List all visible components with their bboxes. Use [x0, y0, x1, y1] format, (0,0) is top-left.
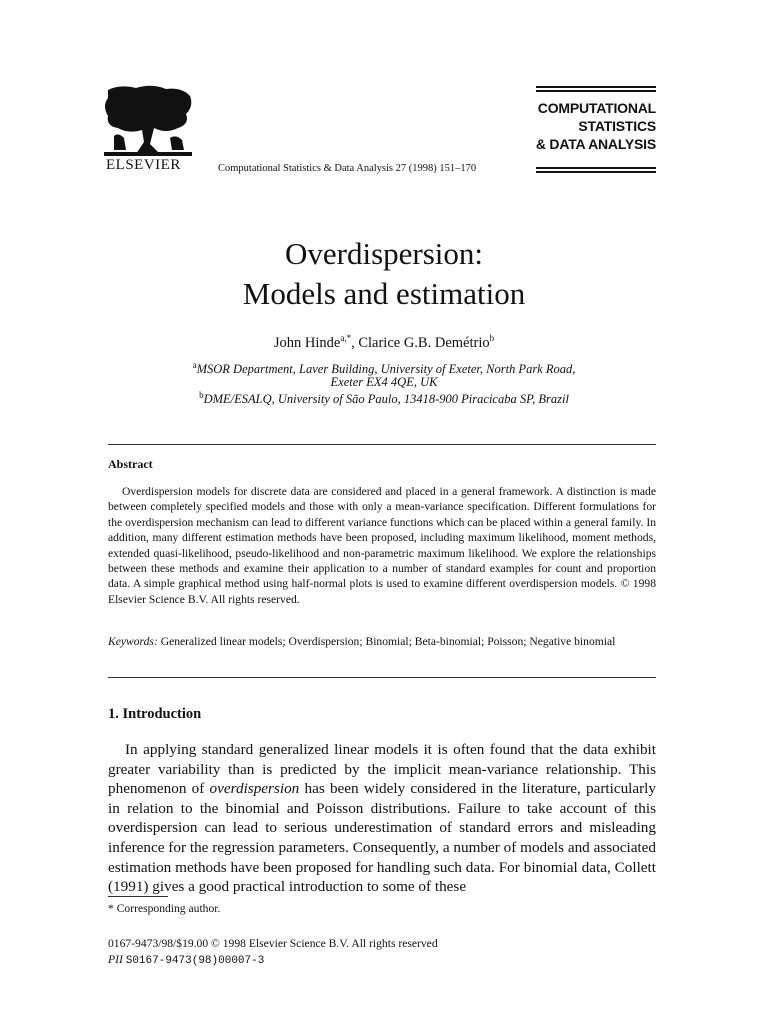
journal-title-line-1: COMPUTATIONAL [537, 100, 656, 116]
abstract-top-rule [108, 444, 656, 445]
elsevier-tree-logo [100, 84, 195, 158]
footnote-rule [108, 896, 168, 897]
paper-title-line-1: Overdispersion: [284, 236, 484, 271]
paper-title [0, 234, 768, 314]
abstract-heading: Abstract [108, 457, 153, 471]
author-name: John Hinde [273, 334, 341, 351]
journal-title [536, 99, 656, 153]
journal-title-line-3: & DATA ANALYSIS [535, 136, 656, 152]
abstract-bottom-rule [108, 677, 656, 678]
paper-title-line-2: Models and estimation [242, 276, 526, 311]
pii-line [108, 953, 264, 967]
corresponding-author-footnote: * Corresponding author. [108, 902, 221, 915]
author-affiliation-mark: a,* [340, 333, 352, 343]
journal-title-bottom-rule [536, 167, 656, 175]
affiliation-mark: b [199, 390, 204, 400]
author-name: Clarice G.B. Demétrio [358, 334, 490, 351]
affiliation-a-line-2: Exeter EX4 4QE, UK [330, 375, 438, 389]
affiliation-b: $^b$DME/ESALQ, University of São Paulo, 13418-900 Piracicaba SP, Brazil [199, 390, 569, 407]
keywords-label: Keywords: [108, 635, 158, 648]
publisher-name: ELSEVIER [106, 157, 181, 173]
author-affiliation-mark: b [489, 333, 495, 343]
affiliation-a-line-1: $^a$MSOR Department, Laver Building, University of Exeter, North Park Road, [192, 360, 576, 377]
copyright-line: 0167-9473/98/$19.00 © 1998 Elsevier Science B.V. All rights reserved [108, 937, 438, 950]
pii-label: PII [108, 953, 123, 966]
keywords-list: Generalized linear models; Overdispersion; Binomial; Beta-binomial; Poisson; Negative binomial [160, 635, 616, 648]
author-list [0, 333, 768, 352]
section-heading-introduction: 1. Introduction [108, 706, 202, 722]
author-separator: , [351, 334, 359, 351]
pii-code: S0167-9473(98)00007-3 [125, 955, 265, 967]
abstract-text: Overdispersion models for discrete data are considered and placed in a general framework. A distinction is made between completely specified models and those with only a mean-variance specification. Different formulations for the overdispersion mechanism can lead to different variance functions which can be placed within a general family. In addition, many different estimation methods have been proposed, including maximum likelihood, moment methods, extended quasi-likelihood, pseudo-likelihood and non-parametric maximum likelihood. We explore the relationships between these methods and examine their application to a number of standard examples for count and proportion data. A simple graphical method using half-normal plots is used to examine different overdispersion models. © 1998 Elsevier Science B.V. All rights reserved. [108, 485, 656, 606]
introduction-paragraph: In applying standard generalized linear models it is often found that the data exhibit greater variability than is predicted by the implicit mean-variance relationship. This phenomenon of overdispersion has been widely considered in the literature, particularly in relation to the binomial and Poisson distributions. Failure to take account of this overdispersion can lead to serious underestimation of standard errors and misleading inference for the regression parameters. Consequently, a number of models and associated estimation methods have been proposed for handling such data. For binomial data, Collett (1991) gives a good practical introduction to some of these [108, 741, 656, 896]
journal-citation: Computational Statistics & Data Analysis 27 (1998) 151–170 [218, 163, 477, 174]
emphasized-term: overdispersion [209, 780, 300, 798]
journal-title-top-rule [536, 86, 656, 94]
affiliation-mark: a [192, 360, 197, 370]
journal-title-line-2: STATISTICS [578, 118, 656, 134]
keywords [108, 634, 656, 649]
